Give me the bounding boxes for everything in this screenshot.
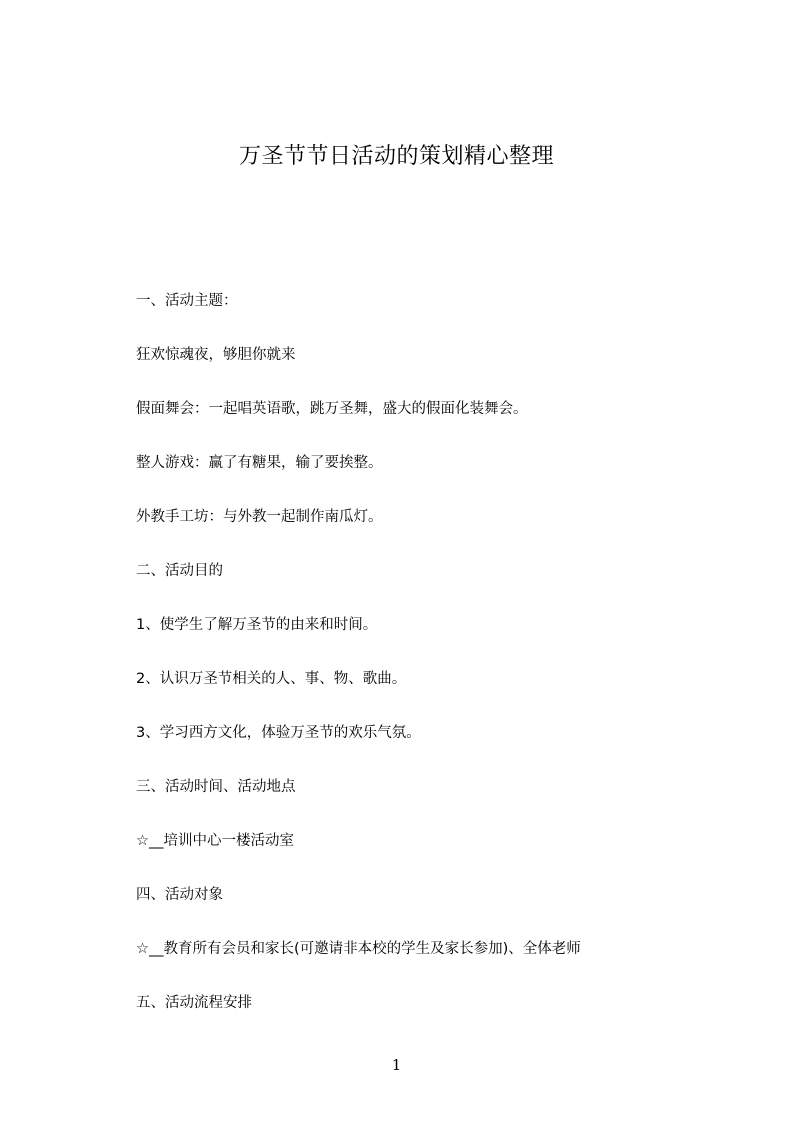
paragraph-craft-workshop: 外教手工坊：与外教一起制作南瓜灯。 <box>136 509 383 525</box>
section-heading-time-place: 三、活动时间、活动地点 <box>136 779 296 795</box>
page-number: 1 <box>391 1056 402 1074</box>
section-heading-schedule: 五、活动流程安排 <box>136 995 252 1011</box>
section-heading-theme: 一、活动主题： <box>136 293 238 309</box>
list-item-purpose-1: 1、使学生了解万圣节的由来和时间。 <box>136 617 378 633</box>
paragraph-masquerade: 假面舞会：一起唱英语歌，跳万圣舞，盛大的假面化装舞会。 <box>136 401 528 417</box>
paragraph-location: ☆__培训中心一楼活动室 <box>136 833 294 849</box>
list-item-purpose-3: 3、学习西方文化，体验万圣节的欢乐气氛。 <box>136 725 421 741</box>
paragraph-audience: ☆__教育所有会员和家长(可邀请非本校的学生及家长参加)、全体老师 <box>136 941 581 957</box>
list-item-purpose-2: 2、认识万圣节相关的人、事、物、歌曲。 <box>136 671 407 687</box>
section-heading-audience: 四、活动对象 <box>136 887 223 903</box>
paragraph-slogan: 狂欢惊魂夜，够胆你就来 <box>136 347 296 363</box>
section-heading-purpose: 二、活动目的 <box>136 563 223 579</box>
paragraph-prank-game: 整人游戏：赢了有糖果，输了要挨整。 <box>136 455 383 471</box>
document-title: 万圣节节日活动的策划精心整理 <box>238 144 554 169</box>
